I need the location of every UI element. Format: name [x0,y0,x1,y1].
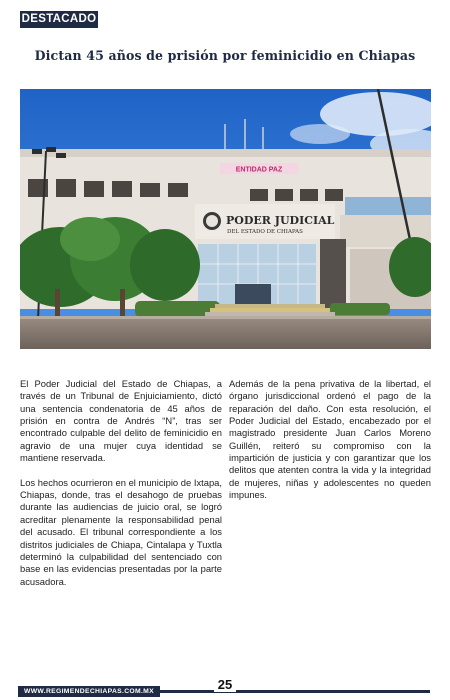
page-number: 25 [214,677,236,692]
footer-rule [140,690,430,693]
building-sign-sub: DEL ESTADO DE CHIAPAS [227,229,303,235]
paragraph-2: Los hechos ocurrieron en el municipio de Ixtapa, Chiapas, donde, tras el desahogo de pruebas durante las audiencias de juicio oral, se logró acreditar plenamente la responsabilidad penal del acusado. El tribunal correspondiente a los distritos judiciales de Chiapa, Cintalapa y Tuxtla determinó la culpabilidad del sentenciado con base en las evidencias presentadas por la parte acusadora. [20,476,222,587]
article-headline: Dictan 45 años de prisión por feminicidio en Chiapas [34,48,416,63]
article-column-left [20,378,222,600]
article-photo [20,89,431,349]
article-column-right [229,378,431,514]
section-tag: DESTACADO [20,11,98,28]
website-url[interactable]: WWW.REGIMENDECHIAPAS.COM.MX [18,686,160,697]
paragraph-3: Además de la pena privativa de la libertad, el órgano jurisdiccional ordenó el pago de la reparación del daño. Con esta resolución, el Poder Judicial del Estado, encabezado por el magistrado presidente Juan Carlos Moreno Guillén, reiteró su compromiso con la impartición de justicia y con garantizar que los delitos que atenten contra la vida y la integridad de mujeres, niñas y adolescentes no queden impunes. [229,378,431,501]
banner-sign: ENTIDAD PAZ [235,166,283,174]
paragraph-1: El Poder Judicial del Estado de Chiapas, a través de un Tribunal de Enjuiciamiento, dictó una sentencia condenatoria de 45 años de prisión en contra de Andrés “N”, tras ser encontrado culpable del delito de feminicidio en agravio de una mujer cuya identidad se mantiene reservada. [20,378,222,464]
plaza [20,316,431,349]
building-sign-main: PODER JUDICIAL [226,214,335,227]
